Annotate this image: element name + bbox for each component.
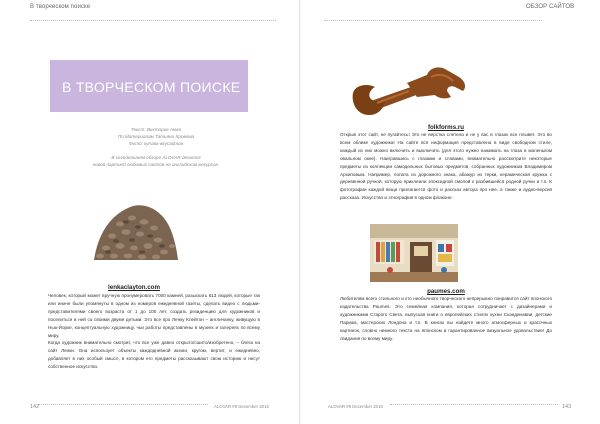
right-running-header: ОБЗОР САЙТОВ [526, 4, 575, 10]
lenkaclayton-description [48, 292, 260, 371]
wrench-photo [347, 63, 473, 121]
left-footer-rule [38, 404, 208, 405]
intro-line-2: новой партией любимых сайтов на английском-ресурсах. [92, 161, 220, 167]
folkforms-description: Открыв этот сайт, не пугайтесь! Это не верстка слетела и не у вас в глазах все плывет. Это во всем облике художника! На сайте вся информация представлена в виде свободном стиле, каждый из них можно включить и выключить (для этого нужно нажимать на глаза в маленьком овальном окне). Наигравшись с глазами и словами, внимательно рассмотрите некоторые предметы из коллекции самодельных бытовых предметов, собранных художником Владимиром Архиповым. Например, лопата из дорожного знака, абажур из терки, керамическая кружка с деревянной ручкой, которую приклеили эпоксидной смолой к разбившейся родной ручки и т.п. К фотографии каждой вещи прилагается фото и рассказ автора про нее, а также и аудио-версия рассказа. Искусство и этнография в одном флаконе. [340, 132, 552, 201]
credit-text-author: Текст: Виктория Аюка [130, 127, 182, 132]
left-footer-magazine: ALOVAR #8 December 2016 [214, 404, 269, 409]
paumes-site-title[interactable]: paumes.com [427, 288, 465, 295]
paumes-shop-photo [370, 224, 458, 282]
paumes-description: Любителям всего стильного и кто необычного творческого непрерывно понравится сайт японского издательства Paumes. Это семейная компания, которая сотрудничает с дизайнерами и художниками Старого Света, выпуская книги о европейских стилях кухни Скандинавии, детские Парижа, мастерских Лондона и т.п. В книгах вы найдете много атмосферных и красочных картинок, словно немного текста на японском и гарантированное визуальное удовольствие! До свидания по всему миру. [340, 296, 552, 341]
paragraph-1: Человек, который может вручную пронумеровать 7000 камней, разыскать 613 людей, которые так или иначе были упомянуты в одном из номеров ежедневной газеты, сделать видео с людьми-представителями своего возраста от 1 до 100 лет, создать резиденцию для художников и поселиться в ней со своими двумя детьми. Это все про Ленку Клейтон – англичанку, живущую в Нью-Йорке, концептуальную художницу, чьи работы представлены в музеях и галереях по всему миру. [48, 293, 260, 338]
credits-block [70, 126, 242, 168]
left-page-number: 142 [30, 404, 40, 410]
article-title: В ТВОРЧЕСКОМ ПОИСКЕ [62, 79, 241, 95]
right-footer-magazine: ALOVAR #8 December 2016 [328, 404, 383, 409]
left-running-header: В творческом поиске [30, 4, 91, 10]
folkforms-site-title[interactable]: folkforms.ru [427, 124, 465, 131]
right-footer-rule [390, 404, 558, 405]
credit-materials: По Материалам Татьяна Хромова [117, 134, 195, 140]
right-header-rule [324, 20, 542, 21]
right-page-number: 143 [562, 404, 572, 410]
pebbles-photo [88, 194, 180, 260]
paragraph-2: Когда художник внимательно смотрит, что все уже давно открыто/сшито/изобретено, – блеск на сайт Ленки. Она использует объекты каждодневной жизни, кругом, вертит, и ежедневно, добавляет в них особый смысл, в котором его предметы рассказывают свою историю и несут собственное искусство. [48, 340, 260, 370]
intro-line-1: В сегодняшнем обзоре ALOVAR делится [111, 154, 201, 160]
credit-photo: Фото: купава-вкусайтов [128, 141, 184, 147]
left-header-rule [30, 20, 276, 21]
lenkaclayton-site-title[interactable]: lenkaclayton.com [108, 284, 160, 291]
article-title-box [50, 60, 248, 112]
